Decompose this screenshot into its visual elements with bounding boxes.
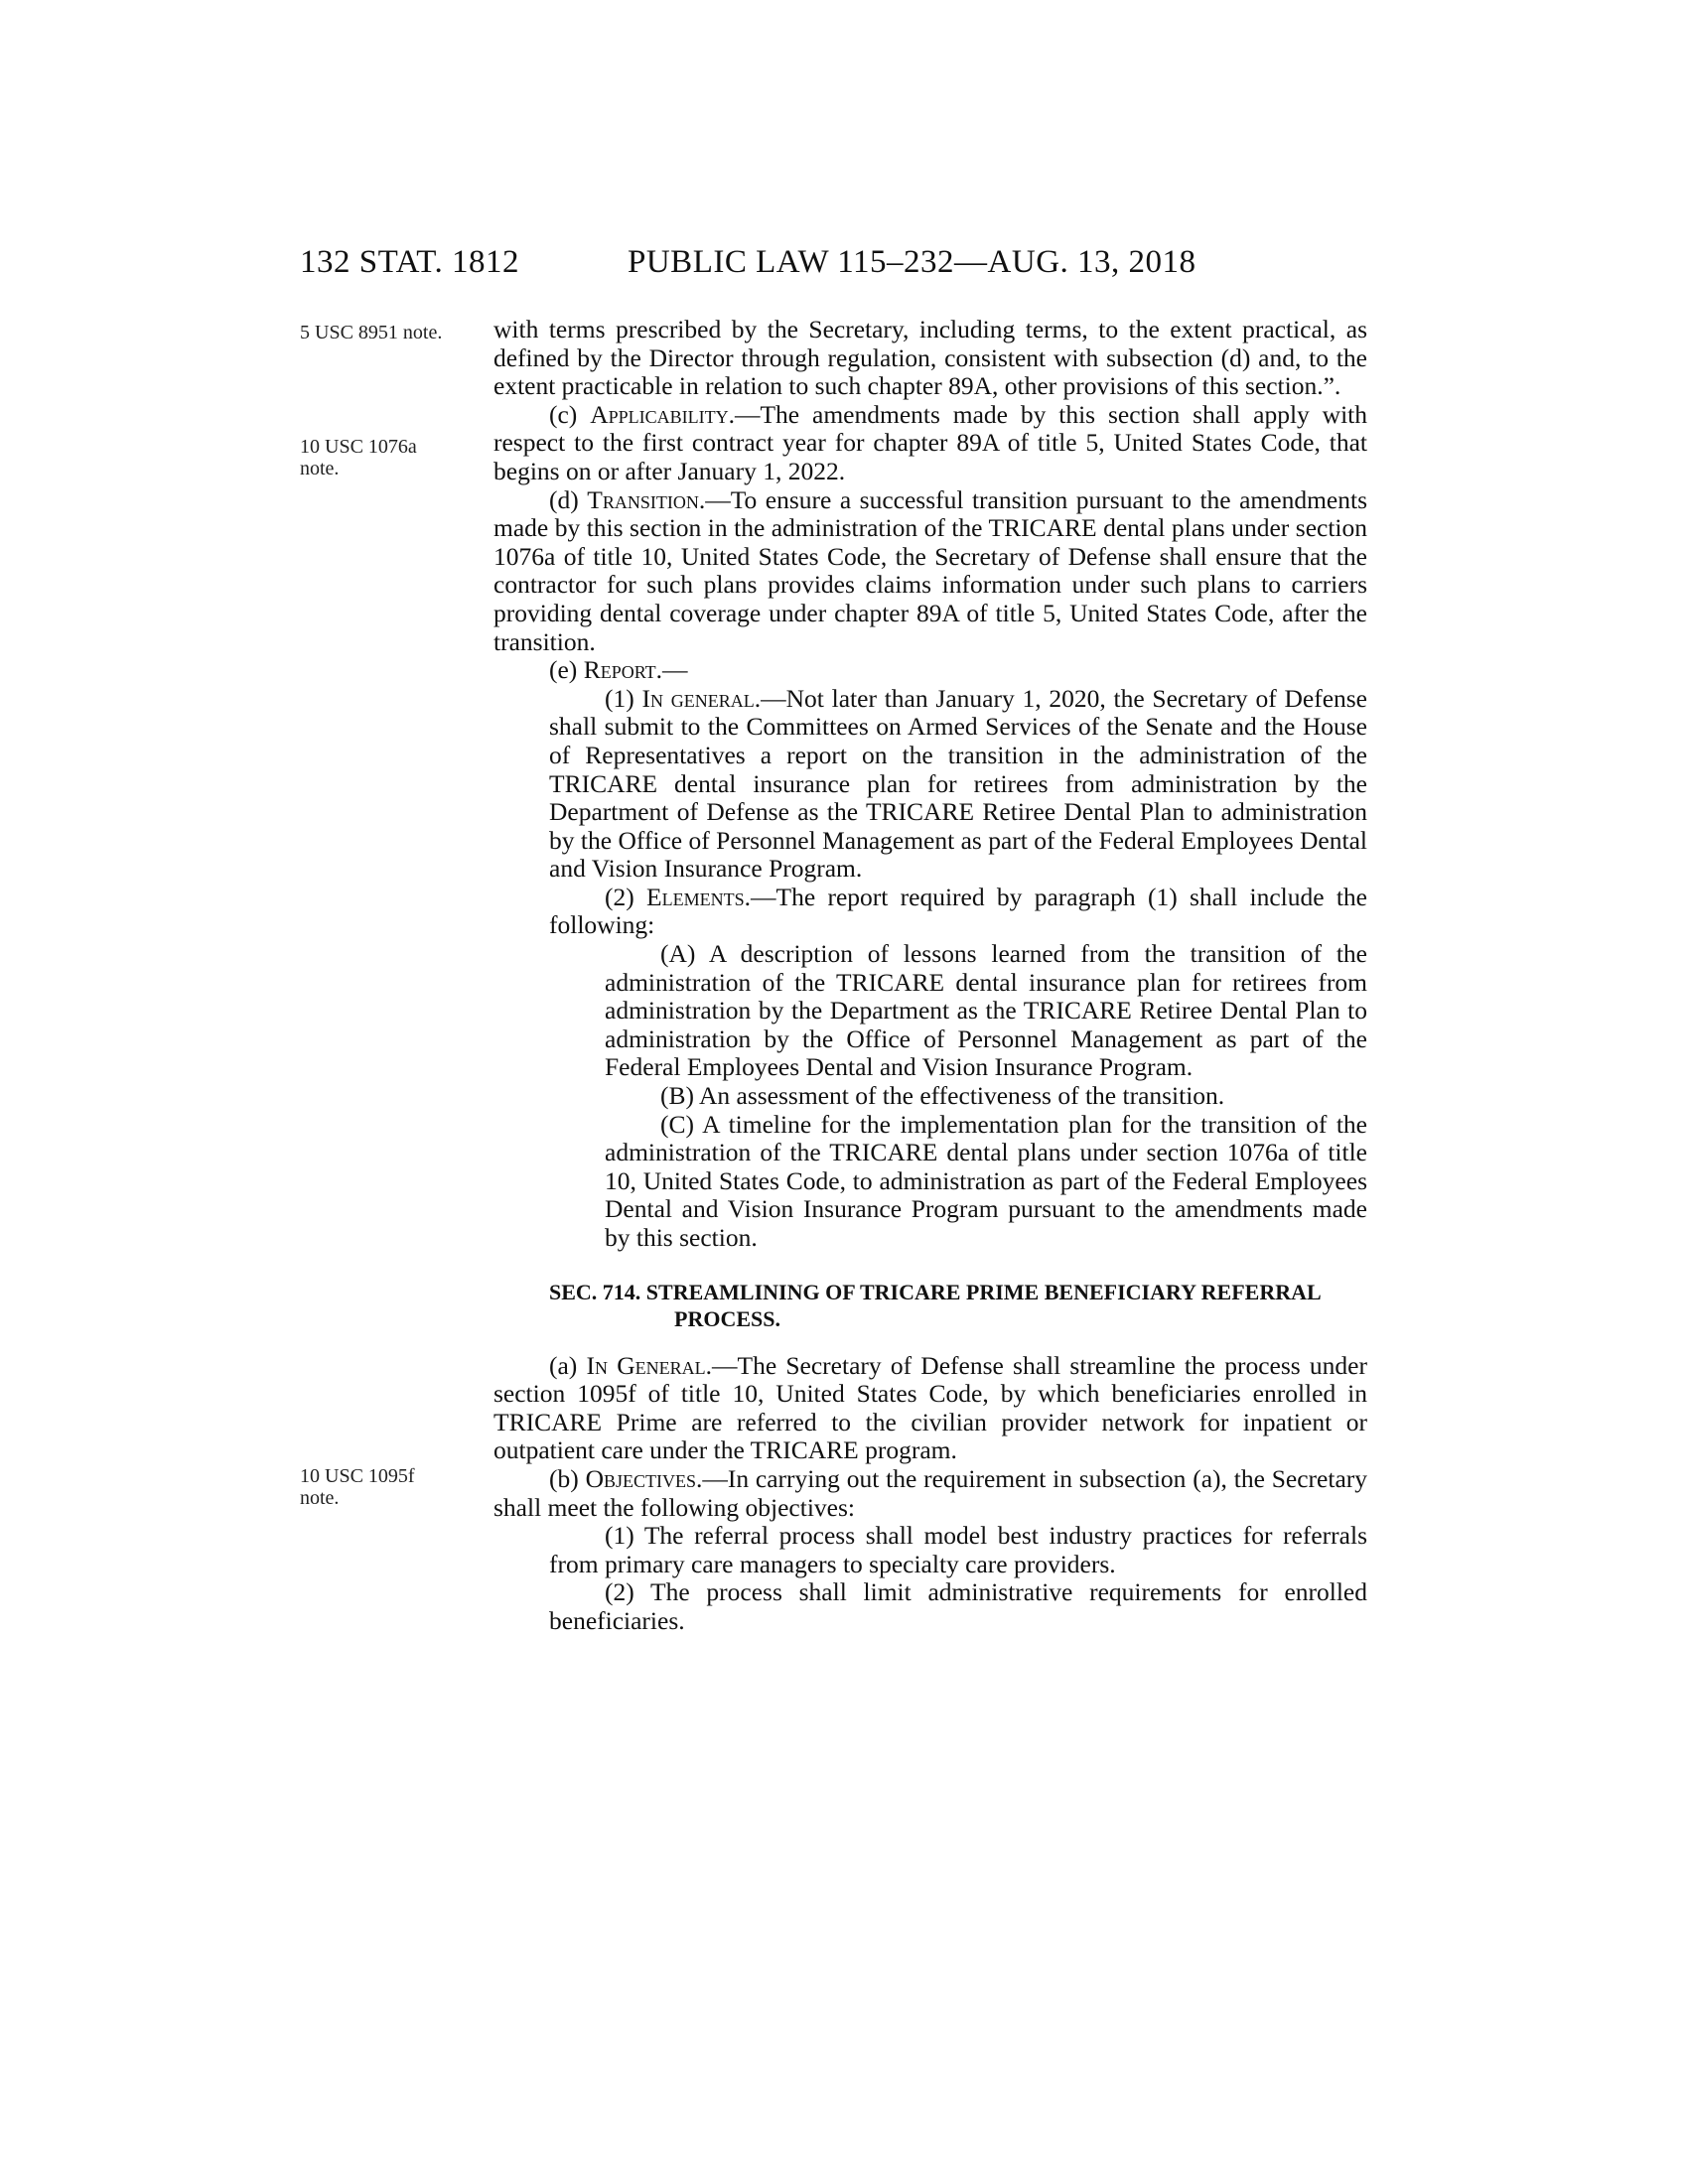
subsection-e: (e) Report.— [549,655,688,685]
paragraph-e1: (1) In general.—Not later than January 1, 2020, the Secretary of Defense shall submit to the Committees on Armed Services of the Senate and the House of Representatives a report on the transition in the administration of the TRICARE dental insurance plan for retirees from administration by the Department of Defense as the TRICARE Retiree Dental Plan to administration by the Office of Personnel Management as part of the Federal Employees Dental and Vision Insurance Program. [549,683,1367,884]
margin-note-10usc1095f: 10 USC 1095f note. [300,1465,415,1509]
public-law-citation: PUBLIC LAW 115–232—AUG. 13, 2018 [628,244,1196,280]
continuation-paragraph: with terms prescribed by the Secretary, including terms, to the extent practical, as defined by the Director through regulation, consistent with subsection (d) and, to the extent practicable in relation to such chapter 89A, other provisions of this section.”. [493,315,1367,401]
subsection-heading: Objectives [585,1463,696,1493]
objective-1: (1) The referral process shall model best industry practices for referrals from primary care managers to specialty care providers. [549,1521,1367,1578]
subsection-heading: Report [583,655,656,685]
margin-note-10usc1076a: 10 USC 1076a note. [300,436,417,479]
page-header [300,244,1372,286]
section-heading: SEC. 714. STREAMLINING OF TRICARE PRIME BENEFICIARY REFERRAL PROCESS. [549,1279,1322,1331]
subsection-a: (a) In General.—The Secretary of Defense shall streamline the process under section 1095f of title 10, United States Code, by which beneficiaries enrolled in TRICARE Prime are referred to the civilian provider network for inpatient or outpatient care under the TRICARE program. [493,1350,1367,1465]
subsection-heading: Applicability [590,399,729,429]
subparagraph-C: (C) A timeline for the implementation plan for the transition of the administration of the TRICARE dental plans under section 1076a of title 10, United States Code, to administration as part of the Federal Employees Dental and Vision Insurance Program pursuant to the amendments made by this section. [605,1109,1367,1252]
objective-2: (2) The process shall limit administrative requirements for enrolled beneficiaries. [549,1577,1367,1635]
subparagraph-B: (B) An assessment of the effectiveness of the transition. [660,1081,1225,1111]
margin-note-5usc8951: 5 USC 8951 note. [300,322,443,343]
statute-page-number: 132 STAT. 1812 [300,244,520,280]
subparagraphs-list [493,940,1367,1253]
subsection-d: (d) Transition.—To ensure a successful transition pursuant to the amendments made by this section in the administration of the TRICARE dental plans under section 1076a of title 10, United States Code, the Secretary of Defense shall ensure that the contractor for such plans provides claims information under such plans to carriers providing dental coverage under chapter 89A of title 5, United States Code, after the transition. [493,484,1367,656]
paragraph-e2: (2) Elements.—The report required by paragraph (1) shall include the following: [549,882,1367,940]
subsection-c: (c) Applicability.—The amendments made by this section shall apply with respect to the first contract year for chapter 89A of title 5, United States Code, that begins on or after January 1, 2022. [493,399,1367,485]
subsection-e-paragraphs [493,685,1367,940]
subparagraph-A: (A) A description of lessons learned from the transition of the administration of the TRICARE dental insurance plan for retirees from administration by the Department as the TRICARE Retiree Dental Plan to administration by the Office of Personnel Management as part of the Federal Employees Dental and Vision Insurance Program. [605,939,1367,1082]
subsection-b: (b) Objectives.—In carrying out the requirement in subsection (a), the Secretary shall meet the following objectives: [493,1463,1367,1522]
subsection-heading: In General [586,1350,706,1380]
paragraph-heading: In general [641,683,755,713]
objectives-list [493,1522,1367,1635]
paragraph-heading: Elements [646,882,745,911]
subsection-heading: Transition [587,484,699,514]
document-body [493,316,1367,1636]
